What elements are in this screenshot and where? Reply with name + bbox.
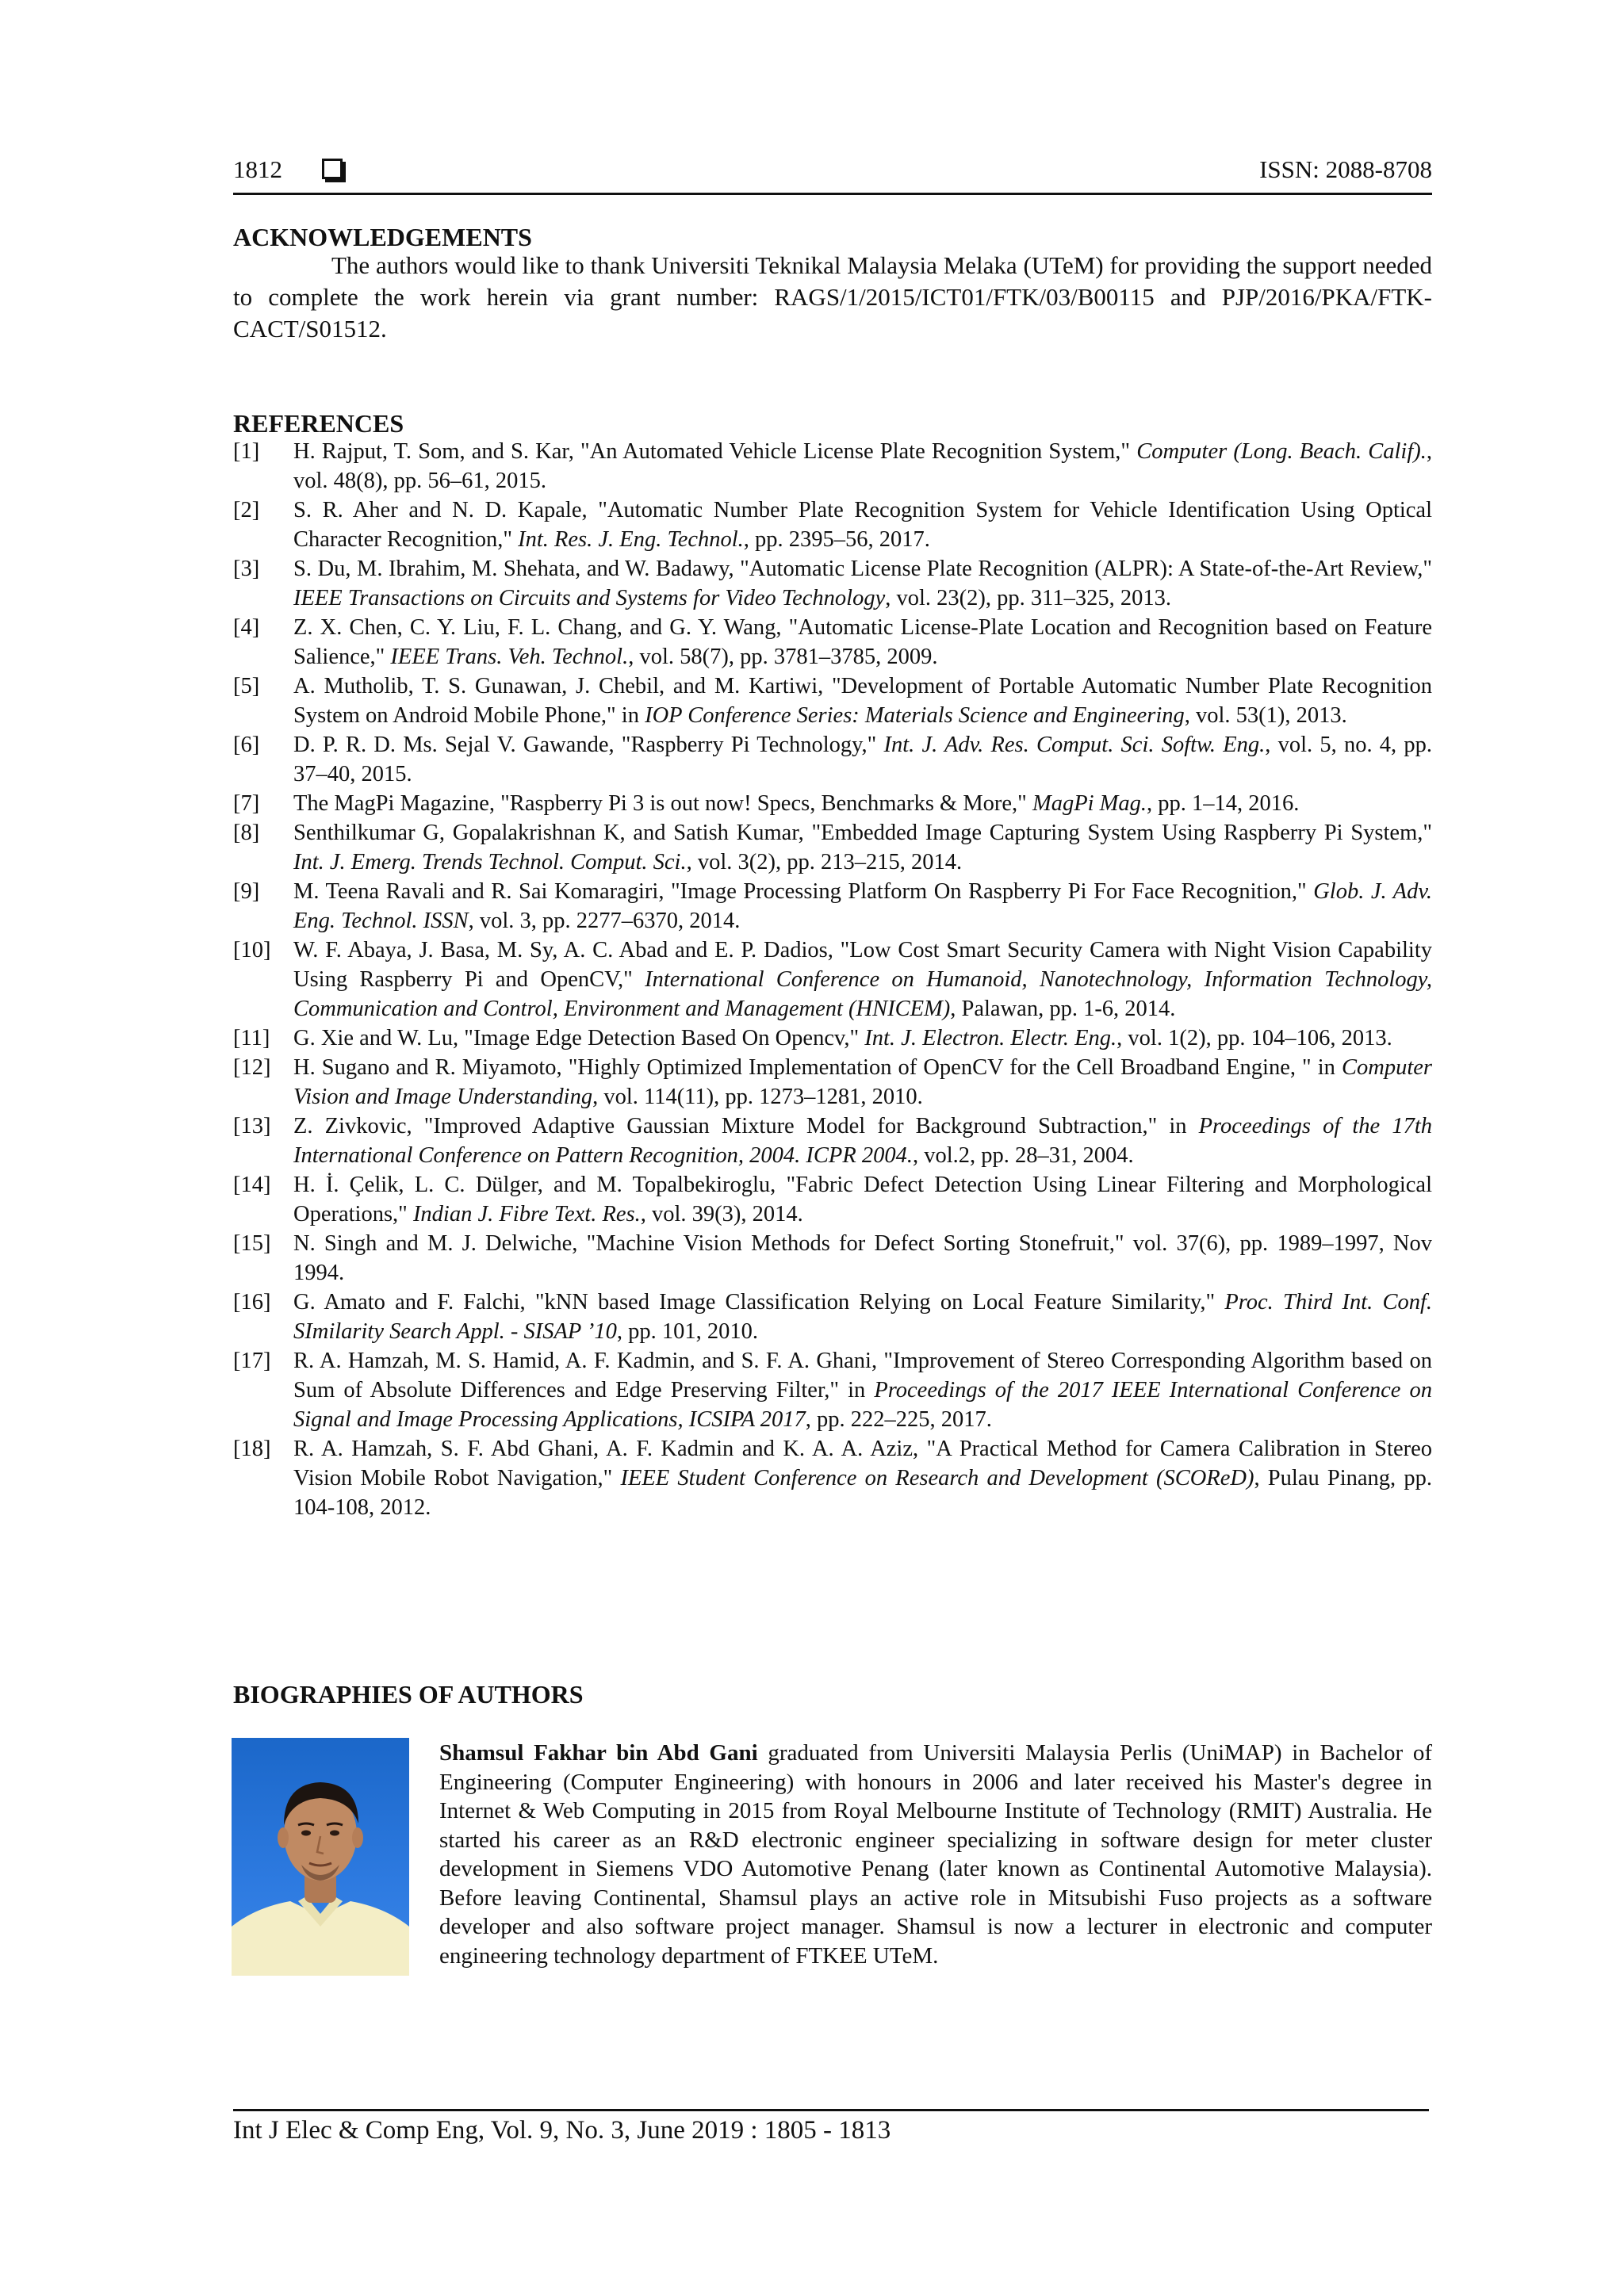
reference-text	[293, 496, 1432, 554]
reference-details: , vol. 114(11), pp. 1273–1281, 2010.	[592, 1085, 923, 1109]
reference-venue: Proc. Third Int. Conf. SImilarity Search Appl. - SISAP ’10	[293, 1290, 1433, 1344]
reference-number: [10]	[233, 938, 271, 962]
reference-number: [1]	[233, 439, 260, 464]
reference-text	[293, 613, 1432, 672]
references-heading: REFERENCES	[233, 409, 404, 438]
reference-text	[293, 1346, 1432, 1434]
reference-list	[233, 437, 1432, 1522]
reference-text	[293, 1288, 1432, 1346]
reference-venue: Int. J. Electron. Electr. Eng.	[864, 1026, 1117, 1050]
reference-item	[233, 672, 1432, 730]
reference-venue: Proceedings of the 2017 IEEE International Conference on Signal and Image Processing Applications, ICSIPA 2017	[293, 1378, 1432, 1432]
reference-item	[233, 437, 1432, 496]
page-header	[233, 152, 1432, 193]
reference-item	[233, 1288, 1432, 1346]
reference-item	[233, 554, 1432, 613]
reference-text	[293, 1229, 1432, 1288]
reference-text	[293, 437, 1432, 496]
reference-item	[233, 613, 1432, 672]
reference-authors-title: Senthilkumar G, Gopalakrishnan K, and Satish Kumar, "Embedded Image Capturing System Using Raspberry Pi System,"	[293, 821, 1432, 845]
reference-venue: IEEE Student Conference on Research and Development (SCOReD)	[620, 1466, 1254, 1490]
page-number: 1812	[233, 155, 282, 183]
square-bullet-icon	[322, 159, 343, 179]
reference-authors-title: M. Teena Ravali and R. Sai Komaragiri, "Image Processing Platform On Raspberry Pi For Face Recognition,"	[293, 879, 1314, 904]
reference-item	[233, 1346, 1432, 1434]
reference-authors-title: H. Rajput, T. Som, and S. Kar, "An Automated Vehicle License Plate Recognition System,"	[293, 439, 1137, 464]
reference-number: [11]	[233, 1026, 270, 1050]
reference-details: , vol. 53(1), 2013.	[1184, 703, 1347, 728]
footer-rule	[233, 2109, 1429, 2111]
reference-number: [16]	[233, 1290, 271, 1314]
author-photo	[232, 1738, 409, 1976]
reference-details: , vol. 1(2), pp. 104–106, 2013.	[1116, 1026, 1392, 1050]
reference-number: [8]	[233, 821, 260, 845]
author-biography	[439, 1739, 1432, 1970]
reference-text	[293, 554, 1432, 613]
reference-text	[293, 877, 1432, 936]
issn: ISSN: 2088-8708	[1259, 155, 1432, 183]
reference-authors-title: S. R. Aher and N. D. Kapale, "Automatic Number Plate Recognition System for Vehicle Identification Using Optical Character Recognition,"	[293, 498, 1432, 552]
reference-item	[233, 818, 1432, 877]
reference-authors-title: D. P. R. D. Ms. Sejal V. Gawande, "Raspberry Pi Technology,"	[293, 733, 884, 757]
reference-item	[233, 1229, 1432, 1288]
reference-item	[233, 1053, 1432, 1112]
reference-details: , vol. 48(8), pp. 56–61, 2015.	[293, 439, 1432, 493]
page-footer: Int J Elec & Comp Eng, Vol. 9, No. 3, June 2019 : 1805 - 1813	[233, 2116, 891, 2145]
reference-venue: IOP Conference Series: Materials Science and Engineering	[645, 703, 1185, 728]
reference-authors-title: W. F. Abaya, J. Basa, M. Sy, A. C. Abad and E. P. Dadios, "Low Cost Smart Security Camera with Night Vision Capability Using Raspberry Pi and OpenCV,"	[293, 938, 1432, 992]
reference-authors-title: H. İ. Çelik, L. C. Dülger, and M. Topalbekiroglu, "Fabric Defect Detection Using Linear Filtering and Morphological Operations,"	[293, 1173, 1432, 1226]
author-biography-body: graduated from Universiti Malaysia Perlis (UniMAP) in Bachelor of Engineering (Computer Engineering) with honours in 2006 and later received his Master's degree in Internet & Web Computing in 2015 from Royal Melbourne Institute of Technology (RMIT) Australia. He started his career as an R&D electronic engineer specializing in software design for meter cluster development in Siemens VDO Automotive Penang (later known as Continental Automotive Malaysia). Before leaving Continental, Shamsul plays an active role in Mitsubishi Fuso projects as a software developer and also software project manager. Shamsul is now a lecturer in electronic and computer engineering technology department of FTKEE UTeM.	[439, 1740, 1432, 1969]
reference-venue: Computer (Long. Beach. Calif).	[1136, 439, 1427, 464]
reference-venue: IEEE Transactions on Circuits and Systems for Video Technology	[293, 586, 886, 610]
reference-text	[293, 730, 1432, 789]
reference-item	[233, 1112, 1432, 1170]
reference-venue: Int. J. Emerg. Trends Technol. Comput. Sci.	[293, 850, 687, 874]
reference-item	[233, 1170, 1432, 1229]
reference-authors-title: R. A. Hamzah, S. F. Abd Ghani, A. F. Kadmin and K. A. A. Aziz, "A Practical Method for Camera Calibration in Stereo Vision Mobile Robot Navigation,"	[293, 1437, 1432, 1490]
reference-details: , pp. 101, 2010.	[616, 1319, 759, 1344]
reference-details: , Pulau Pinang, pp. 104-108, 2012.	[293, 1466, 1433, 1520]
reference-venue: Int. J. Adv. Res. Comput. Sci. Softw. Eng.	[883, 733, 1266, 757]
reference-number: [2]	[233, 498, 260, 522]
reference-text	[293, 789, 1432, 818]
reference-details: , pp. 222–225, 2017.	[805, 1407, 992, 1432]
header-rule	[233, 193, 1432, 195]
reference-venue: International Conference on Humanoid, Nanotechnology, Information Technology, Communication and Control, Environment and Management (HNICEM)	[293, 967, 1432, 1021]
biographies-heading: BIOGRAPHIES OF AUTHORS	[233, 1680, 584, 1709]
reference-text	[293, 1434, 1432, 1522]
reference-authors-title: The MagPi Magazine, "Raspberry Pi 3 is out now! Specs, Benchmarks & More,"	[293, 791, 1032, 816]
reference-authors-title: Z. X. Chen, C. Y. Liu, F. L. Chang, and G. Y. Wang, "Automatic License-Plate Location and Recognition based on Feature Salience,"	[293, 615, 1432, 669]
reference-text	[293, 818, 1432, 877]
reference-details: , vol. 58(7), pp. 3781–3785, 2009.	[628, 645, 938, 669]
reference-venue: Int. Res. J. Eng. Technol.	[518, 527, 744, 552]
reference-details: , vol. 3, pp. 2277–6370, 2014.	[468, 909, 741, 933]
reference-number: [18]	[233, 1437, 271, 1461]
reference-number: [9]	[233, 879, 260, 904]
reference-authors-title: G. Xie and W. Lu, "Image Edge Detection Based On Opencv,"	[293, 1026, 865, 1050]
reference-venue: Indian J. Fibre Text. Res.	[412, 1202, 641, 1226]
reference-item	[233, 936, 1432, 1024]
reference-number: [15]	[233, 1231, 271, 1256]
reference-item	[233, 877, 1432, 936]
reference-text	[293, 1024, 1432, 1053]
reference-number: [7]	[233, 791, 260, 816]
reference-number: [17]	[233, 1349, 271, 1373]
reference-authors-title: G. Amato and F. Falchi, "kNN based Image Classification Relying on Local Feature Similarity,"	[293, 1290, 1225, 1314]
author-name: Shamsul Fakhar bin Abd Gani	[439, 1740, 758, 1766]
reference-number: [12]	[233, 1055, 271, 1080]
reference-details: , vol. 5, no. 4, pp. 37–40, 2015.	[293, 733, 1432, 786]
reference-number: [13]	[233, 1114, 271, 1138]
reference-details: , vol. 23(2), pp. 311–325, 2013.	[885, 586, 1171, 610]
reference-number: [4]	[233, 615, 260, 640]
reference-details: , vol.2, pp. 28–31, 2004.	[912, 1143, 1134, 1168]
reference-item	[233, 789, 1432, 818]
reference-item	[233, 496, 1432, 554]
acknowledgements-text: The authors would like to thank Universiti Teknikal Malaysia Melaka (UTeM) for providing the support needed to complete the work herein via grant number: RAGS/1/2015/ICT01/FTK/03/B00115 and PJP/2016/PKA/FTK-CACT/S01512.	[233, 251, 1432, 342]
reference-text	[293, 1112, 1432, 1170]
reference-authors-title: Z. Zivkovic, "Improved Adaptive Gaussian Mixture Model for Background Subtraction," in	[293, 1114, 1199, 1138]
reference-item	[233, 730, 1432, 789]
reference-details: , Palawan, pp. 1-6, 2014.	[950, 997, 1176, 1021]
reference-authors-title: R. A. Hamzah, M. S. Hamid, A. F. Kadmin, and S. F. A. Ghani, "Improvement of Stereo Corresponding Algorithm based on Sum of Absolute Differences and Edge Preserving Filter," in	[293, 1349, 1432, 1402]
acknowledgements-heading: ACKNOWLEDGEMENTS	[233, 223, 532, 251]
reference-text	[293, 1170, 1432, 1229]
reference-text	[293, 672, 1432, 730]
reference-venue: Glob. J. Adv. Eng. Technol. ISSN	[293, 879, 1433, 933]
reference-details: , vol. 39(3), 2014.	[640, 1202, 803, 1226]
reference-details: , vol. 3(2), pp. 213–215, 2014.	[686, 850, 963, 874]
reference-details: , pp. 2395–56, 2017.	[743, 527, 930, 552]
author-portrait-illustration	[232, 1738, 409, 1976]
reference-venue: MagPi Mag.	[1032, 791, 1147, 816]
reference-venue: Proceedings of the 17th International Conference on Pattern Recognition, 2004. ICPR 2004.	[293, 1114, 1432, 1168]
reference-authors-title: N. Singh and M. J. Delwiche, "Machine Vision Methods for Defect Sorting Stonefruit," vol. 37(6), pp. 1989–1997, Nov 1994.	[293, 1231, 1432, 1285]
reference-text	[293, 936, 1432, 1024]
reference-item	[233, 1434, 1432, 1522]
reference-venue: Computer Vision and Image Understanding	[293, 1055, 1432, 1109]
reference-number: [5]	[233, 674, 260, 698]
reference-details: , pp. 1–14, 2016.	[1147, 791, 1300, 816]
reference-authors-title: A. Mutholib, T. S. Gunawan, J. Chebil, and M. Kartiwi, "Development of Portable Automatic Number Plate Recognition System on Android Mobile Phone," in	[293, 674, 1432, 728]
reference-authors-title: S. Du, M. Ibrahim, M. Shehata, and W. Badawy, "Automatic License Plate Recognition (ALPR): A State-of-the-Art Review,"	[293, 557, 1432, 581]
reference-number: [6]	[233, 733, 260, 757]
reference-number: [3]	[233, 557, 260, 581]
reference-authors-title: H. Sugano and R. Miyamoto, "Highly Optimized Implementation of OpenCV for the Cell Broadband Engine, " in	[293, 1055, 1342, 1080]
reference-venue: IEEE Trans. Veh. Technol.	[390, 645, 629, 669]
reference-number: [14]	[233, 1173, 271, 1197]
reference-text	[293, 1053, 1432, 1112]
reference-item	[233, 1024, 1432, 1053]
